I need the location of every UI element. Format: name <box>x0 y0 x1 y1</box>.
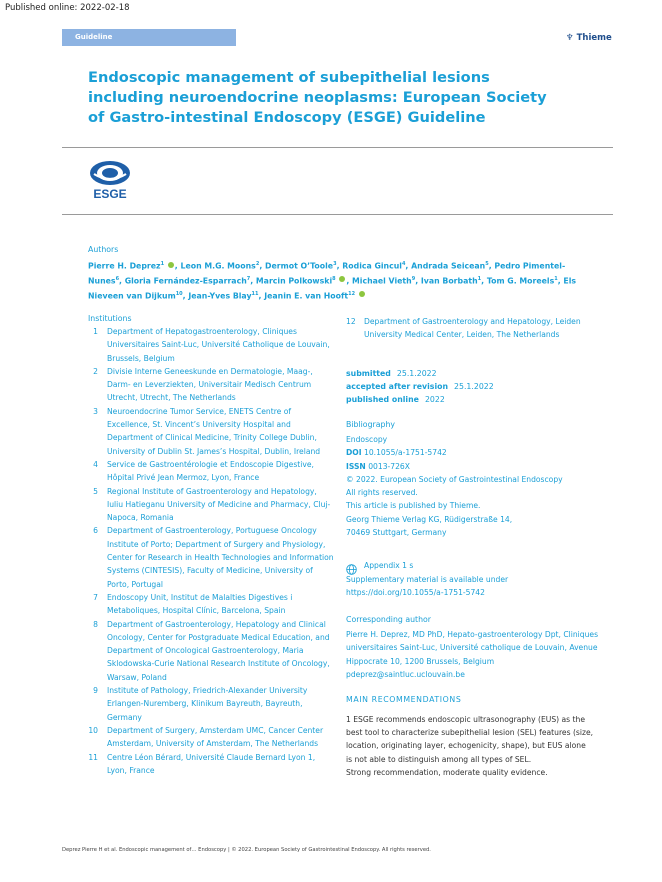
section-label: Guideline <box>75 33 113 41</box>
institution-text: Institute of Pathology, Friedrich-Alexander University Erlangen-Nuremberg, Klinikum Bayreuth, Bayreuth, Germany <box>107 686 308 722</box>
institution-item: 12 Department of Gastroenterology and Hepatology, Leiden University Medical Center, Leiden, The Netherlands <box>346 317 581 340</box>
corresponding-block <box>346 628 608 681</box>
page-footer: Deprez Pierre H et al. Endoscopic management of… Endoscopy | © 2022. European Society of Gastrointestinal Endoscopy. All rights reserved. <box>62 847 431 853</box>
author-affiliation: 1 <box>160 261 165 267</box>
esge-logo <box>88 160 132 200</box>
author-name: Rodica Gincul <box>342 261 402 271</box>
author-affiliation: 10 <box>175 290 183 297</box>
thieme-icon: ♆ <box>566 33 574 43</box>
bibliography-block <box>346 433 606 539</box>
published-online-date: Published online: 2022-02-18 <box>5 3 130 13</box>
author-name: Jeanin E. van Hooft <box>264 291 349 301</box>
author-list: Pierre H. Deprez$^1$ , Leon M.G. Moons$^2$, Dermot O’Toole$^3$, Rodica Gincul$^4$, Andrada Seicean$^5$, Pedro Pimentel-Nunes$^6$, Gloria Fernández-Esparrach$^7$, Marcin Polkowski$^8$ , Michael Vieth$^9$, Ivan Borbath$^1$, Tom G. Moreels$^1$, Els Nieveen van Dijkum$^{10}$, Jean-Yves Blay$^{11}$, Jeanin E. van Hooft$^{12}$ <box>88 261 577 301</box>
doi-label: DOI <box>346 448 362 458</box>
publisher-line: Georg Thieme Verlag KG, Rüdigerstraße 14, <box>346 514 513 524</box>
author-affiliation: 12 <box>348 290 356 297</box>
author-name: Jean-Yves Blay <box>188 291 252 301</box>
institution-text: Centre Léon Bérard, Université Claude Bernard Lyon 1, Lyon, France <box>107 752 316 775</box>
accepted-label: accepted after revision <box>346 382 449 391</box>
institution-item <box>88 618 335 684</box>
online-label: published online <box>346 395 419 404</box>
institution-item <box>88 524 335 590</box>
corresponding-heading: Corresponding author <box>346 615 432 624</box>
rights-line: All rights reserved. <box>346 488 418 498</box>
institution-number: 9 <box>93 686 98 696</box>
publisher-logo <box>566 33 612 43</box>
supplementary-block <box>346 573 606 600</box>
publisher-name: Thieme <box>576 33 612 43</box>
title-divider <box>62 147 613 148</box>
author-affiliation: 11 <box>251 290 259 297</box>
author-name: Dermot O’Toole <box>265 261 334 271</box>
institution-text: Department of Hepatogastroenterology, Cliniques Universitaires Saint-Luc, Université Catholique de Louvain, Brussels, Belgium <box>107 327 330 363</box>
journal-name: Endoscopy <box>346 435 388 444</box>
orcid-icon[interactable] <box>168 262 174 268</box>
institutions-heading: Institutions <box>88 314 132 323</box>
institution-number: 2 <box>93 366 98 376</box>
institution-text: Department of Gastroenterology, Hepatology and Clinical Oncology, Center for Postgraduate Medical Education, and Department of Oncological Gastroenterology, Maria Sklodowska-Curie National Research Institute of Oncology, Warsaw, Poland <box>107 619 330 682</box>
institution-number: 1 <box>93 327 98 336</box>
author-affiliation: 1 <box>477 275 482 282</box>
main-recommendations-text <box>346 713 594 779</box>
author-name: Leon M.G. Moons <box>180 261 256 271</box>
author-name: Els Nieveen van Dijkum <box>88 276 577 301</box>
issn-label: ISSN <box>346 461 366 471</box>
author-affiliation: 7 <box>246 275 251 282</box>
published-by-line: This article is published by Thieme. <box>346 501 481 511</box>
institution-number: 6 <box>93 526 98 536</box>
supplementary-link[interactable]: https://doi.org/10.1055/a-1751-5742 <box>346 588 485 598</box>
orcid-icon[interactable] <box>359 291 365 297</box>
institution-text: Endoscopy Unit, Institut de Malalties Digestives i Metaboliques, Hospital Clínic, Barcelona, Spain <box>107 592 293 616</box>
globe-icon <box>346 560 357 571</box>
supplementary-text: Supplementary material is available under <box>346 575 509 584</box>
institution-text: Regional Institute of Gastroenterology and Hepatology, Iuliu Hatieganu University of Medicine and Pharmacy, Cluj-Napoca, Romania <box>107 486 331 523</box>
author-name: Gloria Fernández-Esparrach <box>124 276 247 286</box>
bibliography-heading: Bibliography <box>346 420 396 429</box>
institution-text: Service de Gastroentérologie et Endoscopie Digestive, Hôpital Privé Jean Mermoz, Lyon, France <box>107 459 314 483</box>
author-affiliation: 3 <box>333 261 337 267</box>
institution-number: 3 <box>93 406 98 416</box>
author-affiliation: 6 <box>115 275 120 282</box>
article-title: Endoscopic management of subepithelial lesions including neuroendocrine neoplasms: European Society of Gastro-intestinal Endoscopy (ESGE) Guideline <box>88 69 547 126</box>
corresponding-email[interactable]: pdeprez@saintluc.uclouvain.be <box>346 669 465 679</box>
author-affiliation: 8 <box>332 275 336 282</box>
orcid-icon[interactable] <box>339 276 345 282</box>
recommendation-strength: Strong recommendation, moderate quality evidence. <box>346 767 548 777</box>
institution-number: 5 <box>93 486 98 496</box>
issn-value: 0013-726X <box>368 461 410 471</box>
institution-item <box>88 591 335 618</box>
institution-item <box>88 751 335 778</box>
institution-item <box>88 724 335 751</box>
author-name: Pierre H. Deprez <box>88 261 161 271</box>
address-line: 70469 Stuttgart, Germany <box>346 528 447 538</box>
author-affiliation: 5 <box>485 261 489 267</box>
author-affiliation: 9 <box>411 275 416 282</box>
institution-number: 11 <box>88 752 98 762</box>
accepted-date: 25.1.2022 <box>454 382 494 391</box>
institution-item <box>88 405 335 458</box>
institution-item <box>88 458 335 485</box>
doi-value[interactable]: 10.1055/a-1751-5742 <box>364 448 447 458</box>
institution-number: 4 <box>93 459 98 469</box>
submitted-date: 25.1.2022 <box>396 369 437 378</box>
author-name: Michael Vieth <box>352 276 412 286</box>
recommendation-1: 1 ESGE recommends endoscopic ultrasonography (EUS) as the best tool to characterize subepithelial lesion (SEL) features (size, location, originating layer, echogenicity, shape), but EUS alone is not able to distinguish among all types of SEL. <box>346 715 594 764</box>
main-recommendations-heading: MAIN RECOMMENDATIONS <box>346 695 462 704</box>
author-name: Ivan Borbath <box>420 276 478 286</box>
institution-list-continued <box>346 315 596 342</box>
author-name: Andrada Seicean <box>411 261 486 271</box>
institution-number: 8 <box>93 619 98 629</box>
logo-text: ESGE <box>93 187 127 200</box>
corresponding-address: Pierre H. Deprez, MD PhD, Hepato-gastroenterology Dpt, Cliniques universitaires Saint-Luc, Université catholique de Louvain, Avenue Hippocrate 10, 1200 Brussels, Belgium <box>346 630 599 666</box>
online-date: 2022 <box>424 395 445 404</box>
institution-text: Neuroendocrine Tumor Service, ENETS Centre of Excellence, St. Vincent’s University Hospital and Department of Clinical Medicine, Trinity College Dublin, University of Dublin St. James’s Hospital, Dublin, Ireland <box>107 406 321 456</box>
copyright-line: © 2022. European Society of Gastrointestinal Endoscopy <box>346 474 563 484</box>
author-name: Pedro Pimentel-Nunes <box>88 261 566 286</box>
author-affiliation: 1 <box>554 275 558 282</box>
institution-item <box>88 325 335 365</box>
institution-text: Department of Surgery, Amsterdam UMC, Cancer Center Amsterdam, University of Amsterdam, The Netherlands <box>107 725 324 749</box>
institution-text: Divisie Interne Geneeskunde en Dermatologie, Maag-, Darm- en Leverziekten, Universitair Medisch Centrum Utrecht, Utrecht, The Netherlands <box>107 366 313 403</box>
institution-list <box>88 325 335 777</box>
institution-item <box>88 365 335 405</box>
submitted-label: submitted <box>346 369 391 378</box>
institution-number: 10 <box>88 725 98 735</box>
author-affiliation: 2 <box>255 261 260 267</box>
institution-number: 7 <box>93 592 98 602</box>
authors-heading: Authors <box>88 245 119 254</box>
author-name: Marcin Polkowski <box>255 276 333 286</box>
institution-text: Department of Gastroenterology, Portuguese Oncology Institute of Porto; Department of Surgery and Physiology, Center for Research in Health Technologies and Information Systems (CINTESIS), Faculty of Medicine, University of Porto, Portugal <box>107 526 334 589</box>
author-affiliation: 4 <box>401 261 406 267</box>
institution-item <box>88 485 335 525</box>
institution-item <box>88 684 335 724</box>
appendix-label: Appendix 1 s <box>364 561 414 570</box>
author-name: Tom G. Moreels <box>486 276 555 286</box>
logo-divider <box>62 214 613 215</box>
article-dates <box>346 367 494 406</box>
